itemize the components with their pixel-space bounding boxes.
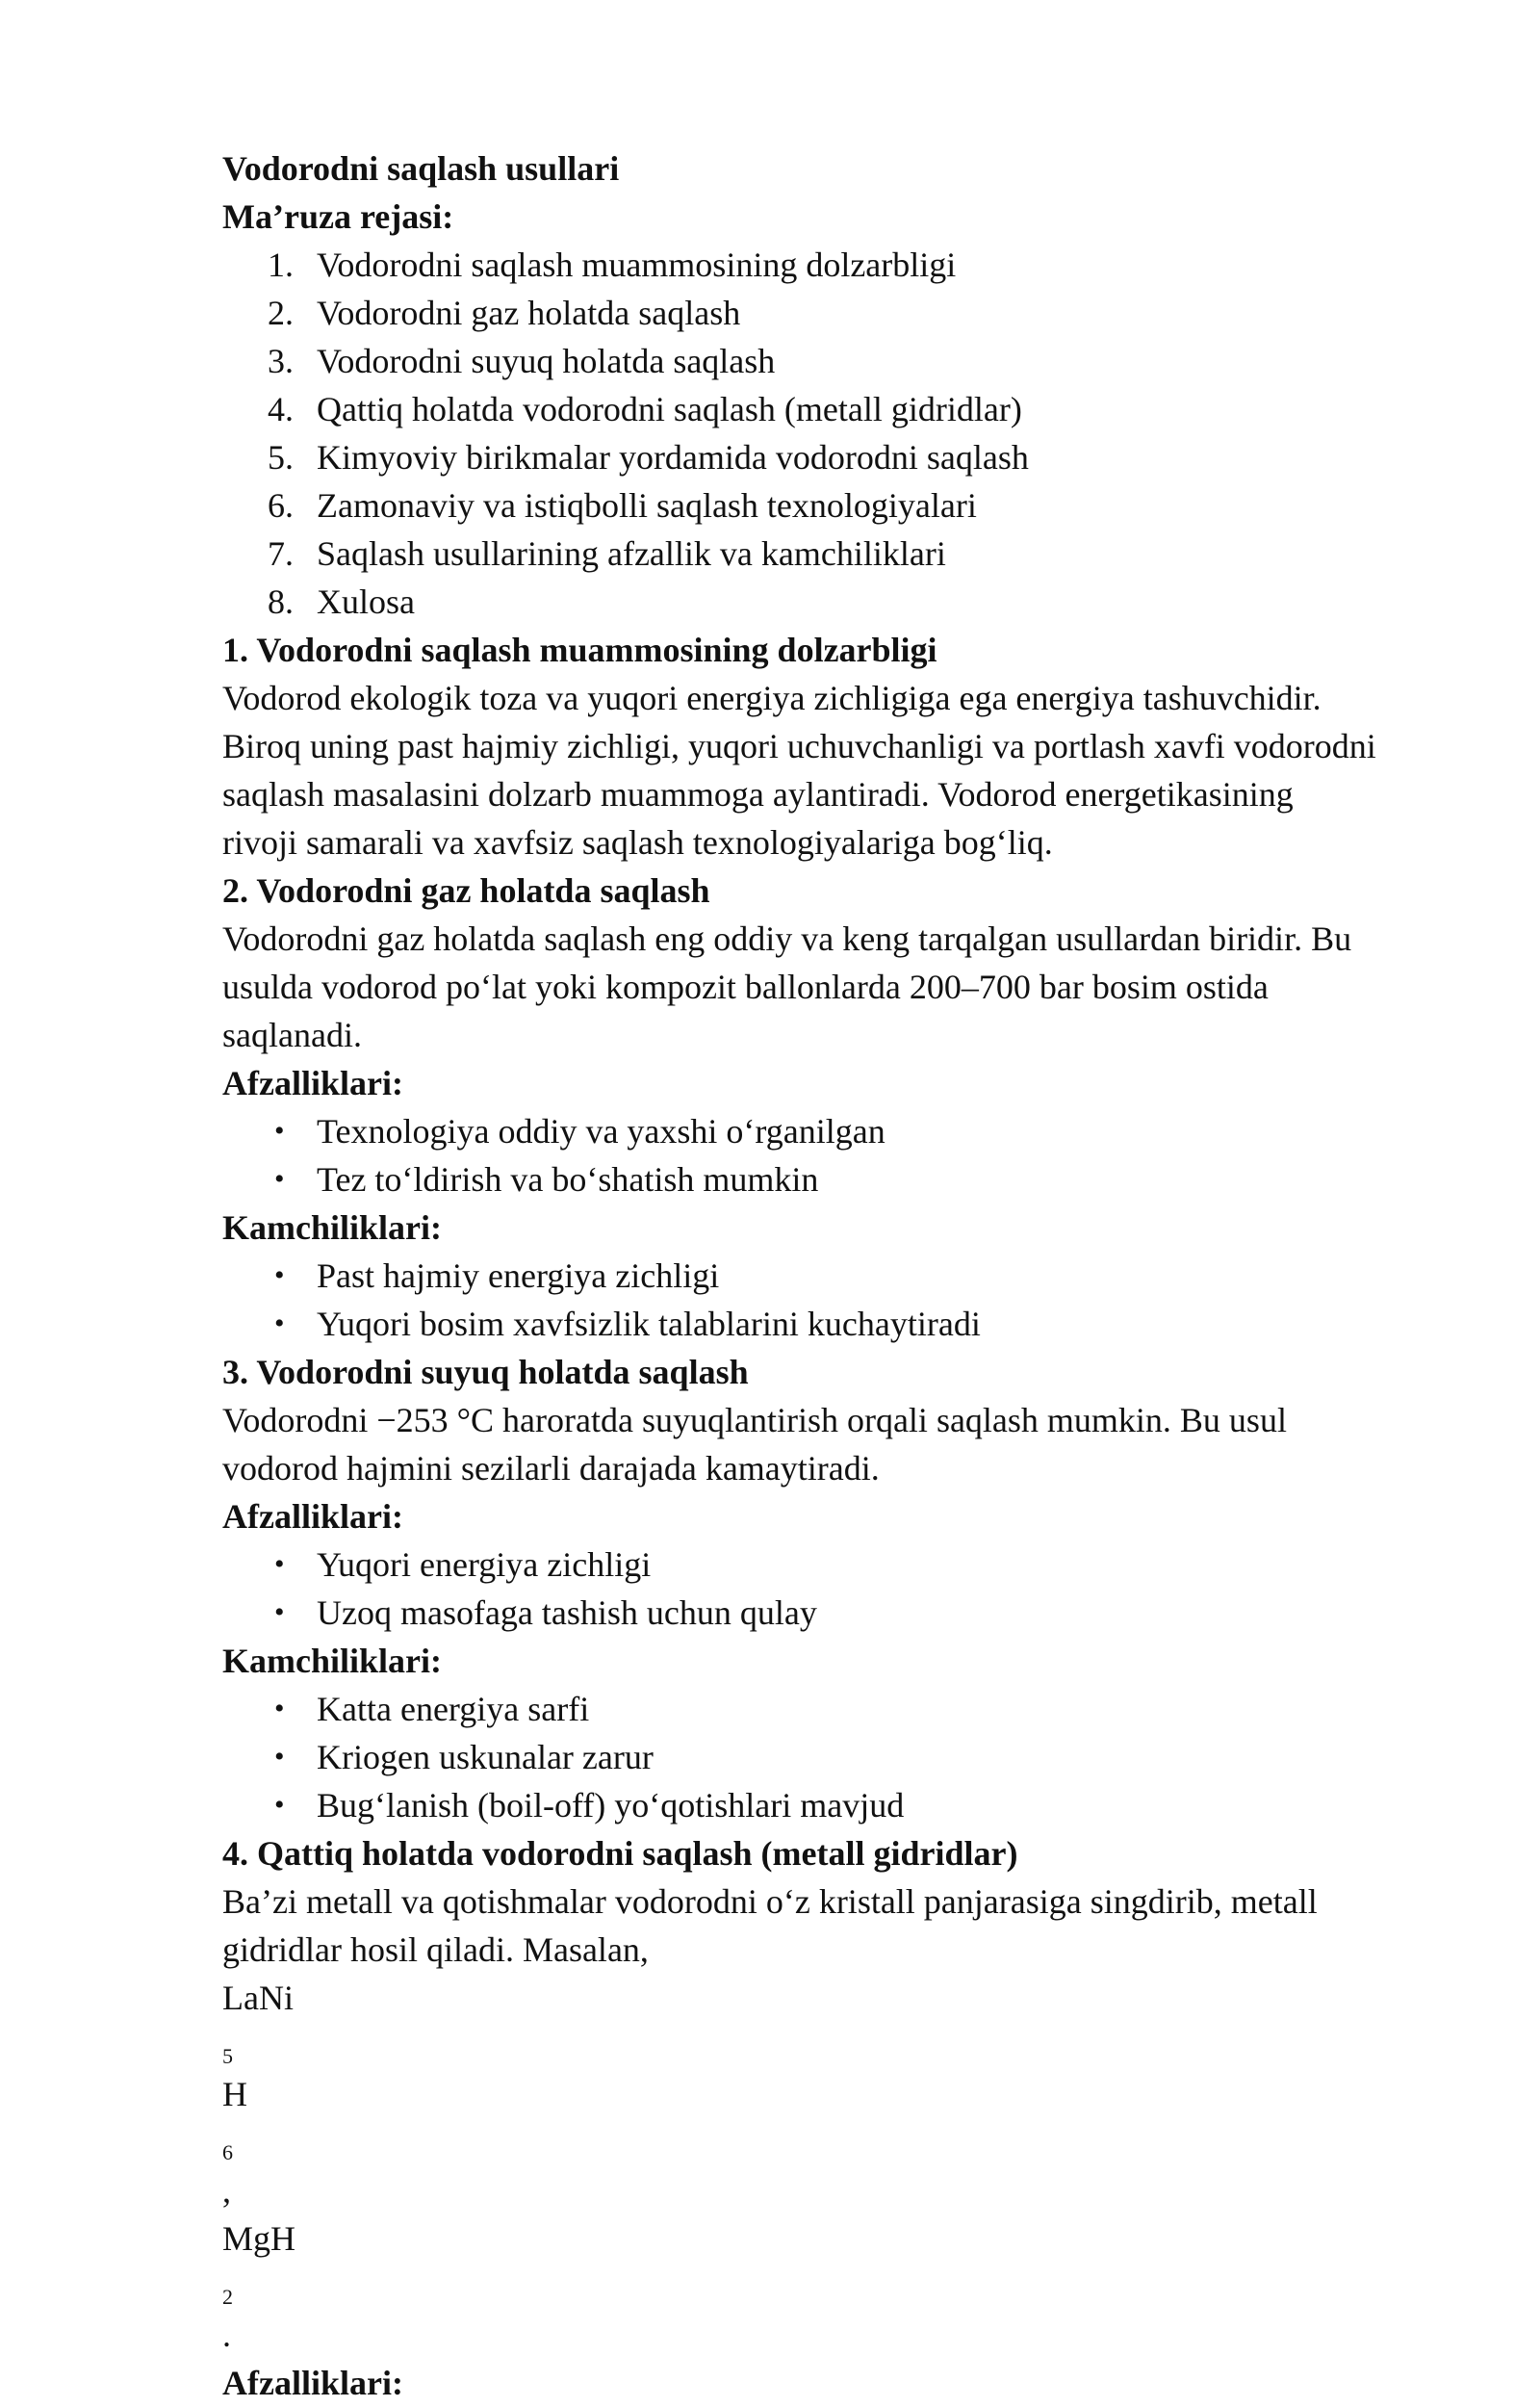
- plan-item-text: Zamonaviy va istiqbolli saqlash texnologiyalari: [317, 486, 977, 525]
- plan-item: [222, 289, 1474, 337]
- plan-item: [222, 433, 1474, 481]
- section-2-pros-heading: Afzalliklari:: [222, 1064, 403, 1102]
- bullet-icon: •: [274, 1307, 285, 1339]
- list-item: [222, 1589, 1474, 1637]
- bullet-icon: •: [274, 1115, 285, 1147]
- plan-heading: Ma’ruza rejasi:: [222, 197, 454, 236]
- formula-separator: ,: [222, 2171, 231, 2210]
- paragraph-line: Biroq uning past hajmiy zichligi, yuqori uchuvchanligi va portlash xavfi vodorodni: [222, 727, 1376, 765]
- plan-item-number: 6.: [268, 486, 294, 525]
- formula-suffix-text: .: [222, 2316, 231, 2354]
- plan-item: [222, 530, 1474, 578]
- plan-item-number: 2.: [268, 294, 294, 332]
- plan-item-number: 7.: [268, 534, 294, 573]
- paragraph-line: saqlanadi.: [222, 1016, 362, 1054]
- section-3-paragraph: [222, 1396, 1474, 1492]
- formula-part: LaNi: [222, 1979, 294, 2017]
- list-item: [222, 1300, 1474, 1348]
- formula-lani5h6: [222, 1974, 1474, 2166]
- plan-item: [222, 337, 1474, 385]
- bullet-icon: •: [274, 1789, 285, 1821]
- plan-item-number: 1.: [268, 246, 294, 284]
- section-2-paragraph: [222, 915, 1474, 1059]
- list-item: [222, 1107, 1474, 1155]
- plan-item-number: 3.: [268, 342, 294, 380]
- plan-item-number: 4.: [268, 390, 294, 428]
- plan-item-text: Saqlash usullarining afzallik va kamchiliklari: [317, 534, 946, 573]
- bullet-icon: •: [274, 1741, 285, 1773]
- section-4-heading: 4. Qattiq holatda vodorodni saqlash (metall gidridlar): [222, 1834, 1018, 1873]
- formula-subscript: 2: [222, 2285, 233, 2309]
- list-item-text: Uzoq masofaga tashish uchun qulay: [317, 1593, 817, 1632]
- bullet-icon: •: [274, 1259, 285, 1291]
- document-title: Vodorodni saqlash usullari: [222, 149, 620, 188]
- plan-item-text: Kimyoviy birikmalar yordamida vodorodni saqlash: [317, 438, 1029, 477]
- formula-part: MgH: [222, 2219, 296, 2258]
- section-1-paragraph: [222, 674, 1474, 867]
- section-3-pros-list: [222, 1540, 1474, 1637]
- list-item: [222, 1252, 1474, 1300]
- list-item-text: Kriogen uskunalar zarur: [317, 1738, 654, 1776]
- paragraph-line: rivoji samarali va xavfsiz saqlash texnologiyalariga bog‘liq.: [222, 823, 1053, 862]
- plan-item-text: Vodorodni gaz holatda saqlash: [317, 294, 741, 332]
- bullet-icon: •: [274, 1693, 285, 1724]
- plan-item: [222, 385, 1474, 433]
- section-2-heading: 2. Vodorodni gaz holatda saqlash: [222, 871, 710, 910]
- section-3-heading: 3. Vodorodni suyuq holatda saqlash: [222, 1353, 749, 1391]
- list-item: [222, 1155, 1474, 1204]
- formula-subscript: 6: [222, 2140, 233, 2164]
- plan-item-text: Vodorodni suyuq holatda saqlash: [317, 342, 776, 380]
- plan-item: [222, 481, 1474, 530]
- list-item: [222, 1781, 1474, 1829]
- plan-item: [222, 241, 1474, 289]
- paragraph-line: usulda vodorod po‘lat yoki kompozit ballonlarda 200–700 bar bosim ostida: [222, 968, 1269, 1006]
- formula-subscript: 5: [222, 2044, 233, 2068]
- plan-item: [222, 578, 1474, 626]
- list-item-text: Tez to‘ldirish va bo‘shatish mumkin: [317, 1160, 819, 1199]
- section-3-cons-heading: Kamchiliklari:: [222, 1642, 442, 1680]
- section-2-cons-list: [222, 1252, 1474, 1348]
- list-item-text: Texnologiya oddiy va yaxshi o‘rganilgan: [317, 1112, 886, 1151]
- bullet-icon: •: [274, 1163, 285, 1195]
- list-item: [222, 1540, 1474, 1589]
- list-item: [222, 1685, 1474, 1733]
- list-item-text: Bug‘lanish (boil-off) yo‘qotishlari mavjud: [317, 1786, 905, 1825]
- paragraph-line: Vodorod ekologik toza va yuqori energiya zichligiga ega energiya tashuvchidir.: [222, 679, 1322, 717]
- bullet-icon: •: [274, 1548, 285, 1580]
- formula-mgh2: [222, 2214, 1474, 2311]
- list-item: [222, 1733, 1474, 1781]
- section-2-pros-list: [222, 1107, 1474, 1204]
- paragraph-line: Vodorodni gaz holatda saqlash eng oddiy va keng tarqalgan usullardan biridir. Bu: [222, 919, 1352, 958]
- plan-item-text: Qattiq holatda vodorodni saqlash (metall gidridlar): [317, 390, 1022, 428]
- list-item-text: Past hajmiy energiya zichligi: [317, 1256, 720, 1295]
- paragraph-line-with-formulas: [222, 1926, 1474, 2359]
- paragraph-line: Vodorodni −253 °C haroratda suyuqlantirish orqali saqlash mumkin. Bu usul: [222, 1401, 1287, 1439]
- paragraph-line: saqlash masalasini dolzarb muammoga aylantiradi. Vodorod energetikasining: [222, 775, 1294, 814]
- paragraph-line: Ba’zi metall va qotishmalar vodorodni o‘z kristall panjarasiga singdirib, metall: [222, 1882, 1318, 1921]
- section-4-pros-heading: Afzalliklari:: [222, 2364, 403, 2402]
- section-3-cons-list: [222, 1685, 1474, 1829]
- plan-item-text: Vodorodni saqlash muammosining dolzarbligi: [317, 246, 957, 284]
- formula-part: H: [222, 2075, 247, 2113]
- plan-item-text: Xulosa: [317, 582, 415, 621]
- section-3-pros-heading: Afzalliklari:: [222, 1497, 403, 1536]
- list-item-text: Yuqori energiya zichligi: [317, 1545, 652, 1584]
- section-4-paragraph: [222, 1877, 1474, 2359]
- list-item-text: Yuqori bosim xavfsizlik talablarini kuchaytiradi: [317, 1305, 981, 1343]
- document-page: [222, 144, 1474, 2407]
- section-1-heading: 1. Vodorodni saqlash muammosining dolzarbligi: [222, 631, 937, 669]
- plan-list: [222, 241, 1474, 626]
- bullet-icon: •: [274, 1596, 285, 1628]
- plan-item-number: 8.: [268, 582, 294, 621]
- paragraph-line: vodorod hajmini sezilarli darajada kamaytiradi.: [222, 1449, 880, 1488]
- list-item-text: Katta energiya sarfi: [317, 1690, 590, 1728]
- formula-prefix-text: gidridlar hosil qiladi. Masalan,: [222, 1930, 649, 1969]
- section-2-cons-heading: Kamchiliklari:: [222, 1208, 442, 1247]
- plan-item-number: 5.: [268, 438, 294, 477]
